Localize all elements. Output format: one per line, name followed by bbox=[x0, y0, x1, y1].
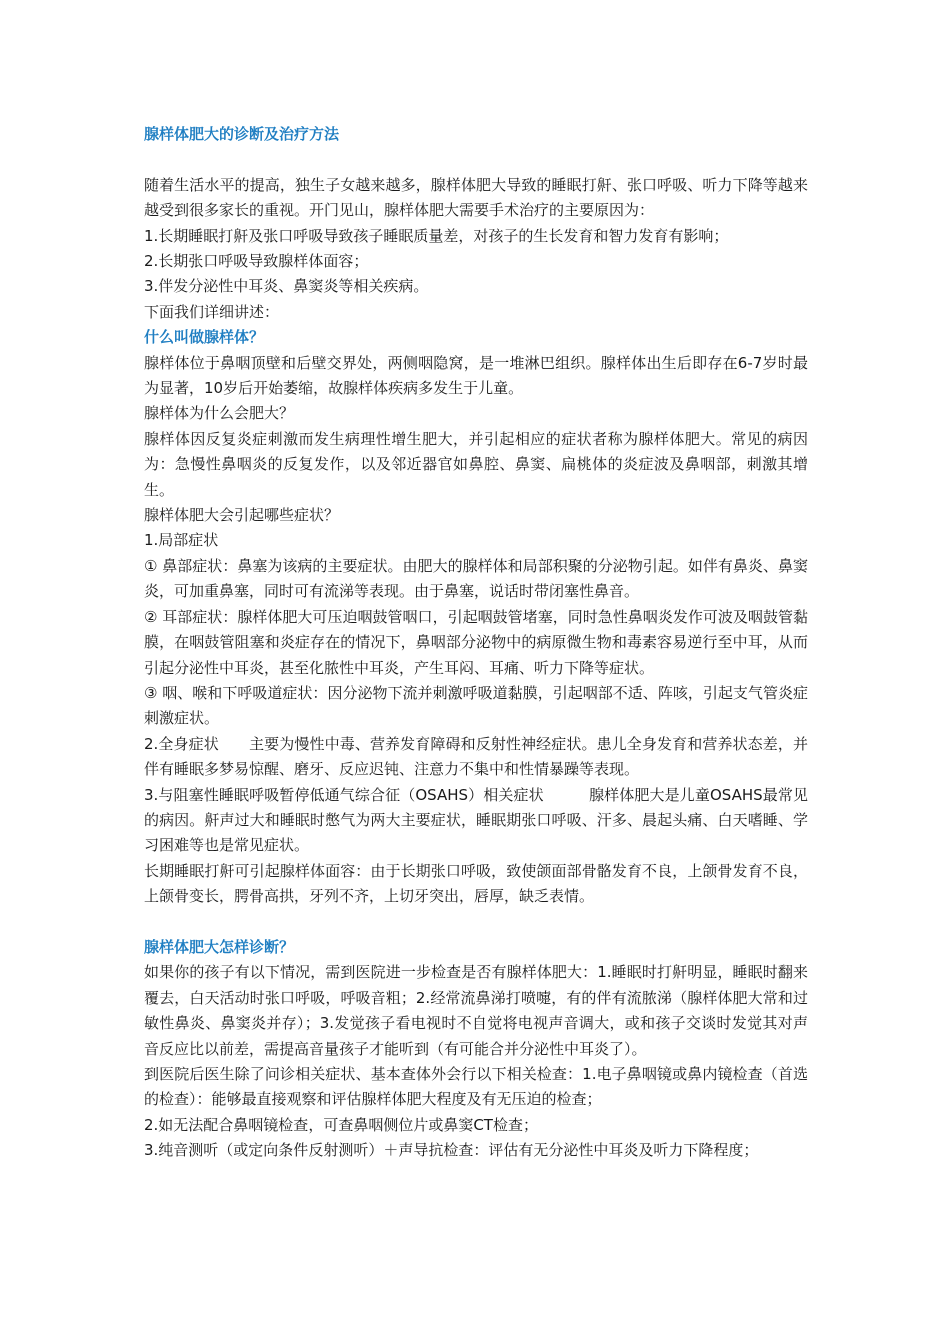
paragraph: 1.长期睡眠打鼾及张口呼吸导致孩子睡眠质量差，对孩子的生长发育和智力发育有影响； bbox=[144, 226, 729, 245]
paragraph: 2.全身症状 主要为慢性中毒、营养发育障碍和反射性神经症状。患儿全身发育和营养状态差，并伴有睡眠多梦易惊醒、磨牙、反应迟钝、注意力不集中和性情暴躁等表现。 bbox=[144, 734, 808, 779]
paragraph: 3.伴发分泌性中耳炎、鼻窦炎等相关疾病。 bbox=[144, 277, 429, 296]
paragraph: 腺样体位于鼻咽顶壁和后壁交界处，两侧咽隐窝，是一堆淋巴组织。腺样体出生后即存在6-7岁时最为显著，10岁后开始萎缩，故腺样体疾病多发生于儿童。 bbox=[144, 353, 808, 398]
paragraph: ① 鼻部症状：鼻塞为该病的主要症状。由肥大的腺样体和局部积聚的分泌物引起。如伴有鼻炎、鼻窦炎，可加重鼻塞，同时可有流涕等表现。由于鼻塞，说话时带闭塞性鼻音。 bbox=[144, 556, 808, 601]
paragraph: 下面我们详细讲述： bbox=[144, 302, 280, 321]
blank-line bbox=[144, 910, 808, 935]
document-body bbox=[144, 173, 808, 1164]
paragraph: 长期睡眠打鼾可引起腺样体面容：由于长期张口呼吸，致使颌面部骨骼发育不良，上颌骨发育不良，上颌骨变长，腭骨高拱，牙列不齐，上切牙突出，唇厚，缺乏表情。 bbox=[144, 861, 808, 906]
paragraph: 腺样体因反复炎症刺激而发生病理性增生肥大，并引起相应的症状者称为腺样体肥大。常见的病因为：急慢性鼻咽炎的反复发作，以及邻近器官如鼻腔、鼻窦、扁桃体的炎症波及鼻咽部，刺激其增生。 bbox=[144, 429, 808, 499]
paragraph: 如果你的孩子有以下情况，需到医院进一步检查是否有腺样体肥大：1.睡眠时打鼾明显，睡眠时翻来覆去，白天活动时张口呼吸，呼吸音粗；2.经常流鼻涕打喷嚏，有的伴有流脓涕（腺样体肥大常和过敏性鼻炎、鼻窦炎并存）；3.发觉孩子看电视时不自觉将电视声音调大，或和孩子交谈时发觉其对声音反应比以前差，需提高音量孩子才能听到（有可能合并分泌性中耳炎了）。 bbox=[144, 963, 808, 1058]
document-page bbox=[144, 122, 808, 1164]
paragraph: 腺样体为什么会肥大？ bbox=[144, 404, 295, 423]
paragraph: ③ 咽、喉和下呼吸道症状：因分泌物下流并刺激呼吸道黏膜，引起咽部不适、阵咳，引起支气管炎症刺激症状。 bbox=[144, 683, 808, 728]
paragraph: 2.如无法配合鼻咽镜检查，可查鼻咽侧位片或鼻窦CT检查； bbox=[144, 1115, 538, 1134]
paragraph: 2.长期张口呼吸导致腺样体面容； bbox=[144, 252, 369, 271]
paragraph: 到医院后医生除了问诊相关症状、基本查体外会行以下相关检查：1.电子鼻咽镜或鼻内镜检查（首选的检查）：能够最直接观察和评估腺样体肥大程度及有无压迫的检查； bbox=[144, 1065, 808, 1109]
paragraph: 腺样体肥大会引起哪些症状？ bbox=[144, 506, 340, 525]
paragraph: 随着生活水平的提高，独生子女越来越多，腺样体肥大导致的睡眠打鼾、张口呼吸、听力下降等越来越受到很多家长的重视。开门见山，腺样体肥大需要手术治疗的主要原因为： bbox=[144, 175, 808, 220]
paragraph: 3.纯音测听（或定向条件反射测听）＋声导抗检查：评估有无分泌性中耳炎及听力下降程度； bbox=[144, 1141, 759, 1160]
paragraph: 3.与阻塞性睡眠呼吸暂停低通气综合征（OSAHS）相关症状 腺样体肥大是儿童OSAHS最常见的病因。鼾声过大和睡眠时憋气为两大主要症状，睡眠期张口呼吸、汗多、晨起头痛、白天嗜睡、学习困难等也是常见症状。 bbox=[144, 785, 808, 855]
section-heading: 腺样体肥大怎样诊断？ bbox=[144, 937, 295, 956]
paragraph: 1.局部症状 bbox=[144, 531, 219, 550]
paragraph: ② 耳部症状：腺样体肥大可压迫咽鼓管咽口，引起咽鼓管堵塞，同时急性鼻咽炎发作可波及咽鼓管黏膜，在咽鼓管阻塞和炎症存在的情况下，鼻咽部分泌物中的病原微生物和毒素容易逆行至中耳，从而引起分泌性中耳炎，甚至化脓性中耳炎，产生耳闷、耳痛、听力下降等症状。 bbox=[144, 607, 808, 677]
section-heading: 什么叫做腺样体？ bbox=[144, 328, 265, 347]
document-title: 腺样体肥大的诊断及治疗方法 bbox=[144, 125, 340, 143]
